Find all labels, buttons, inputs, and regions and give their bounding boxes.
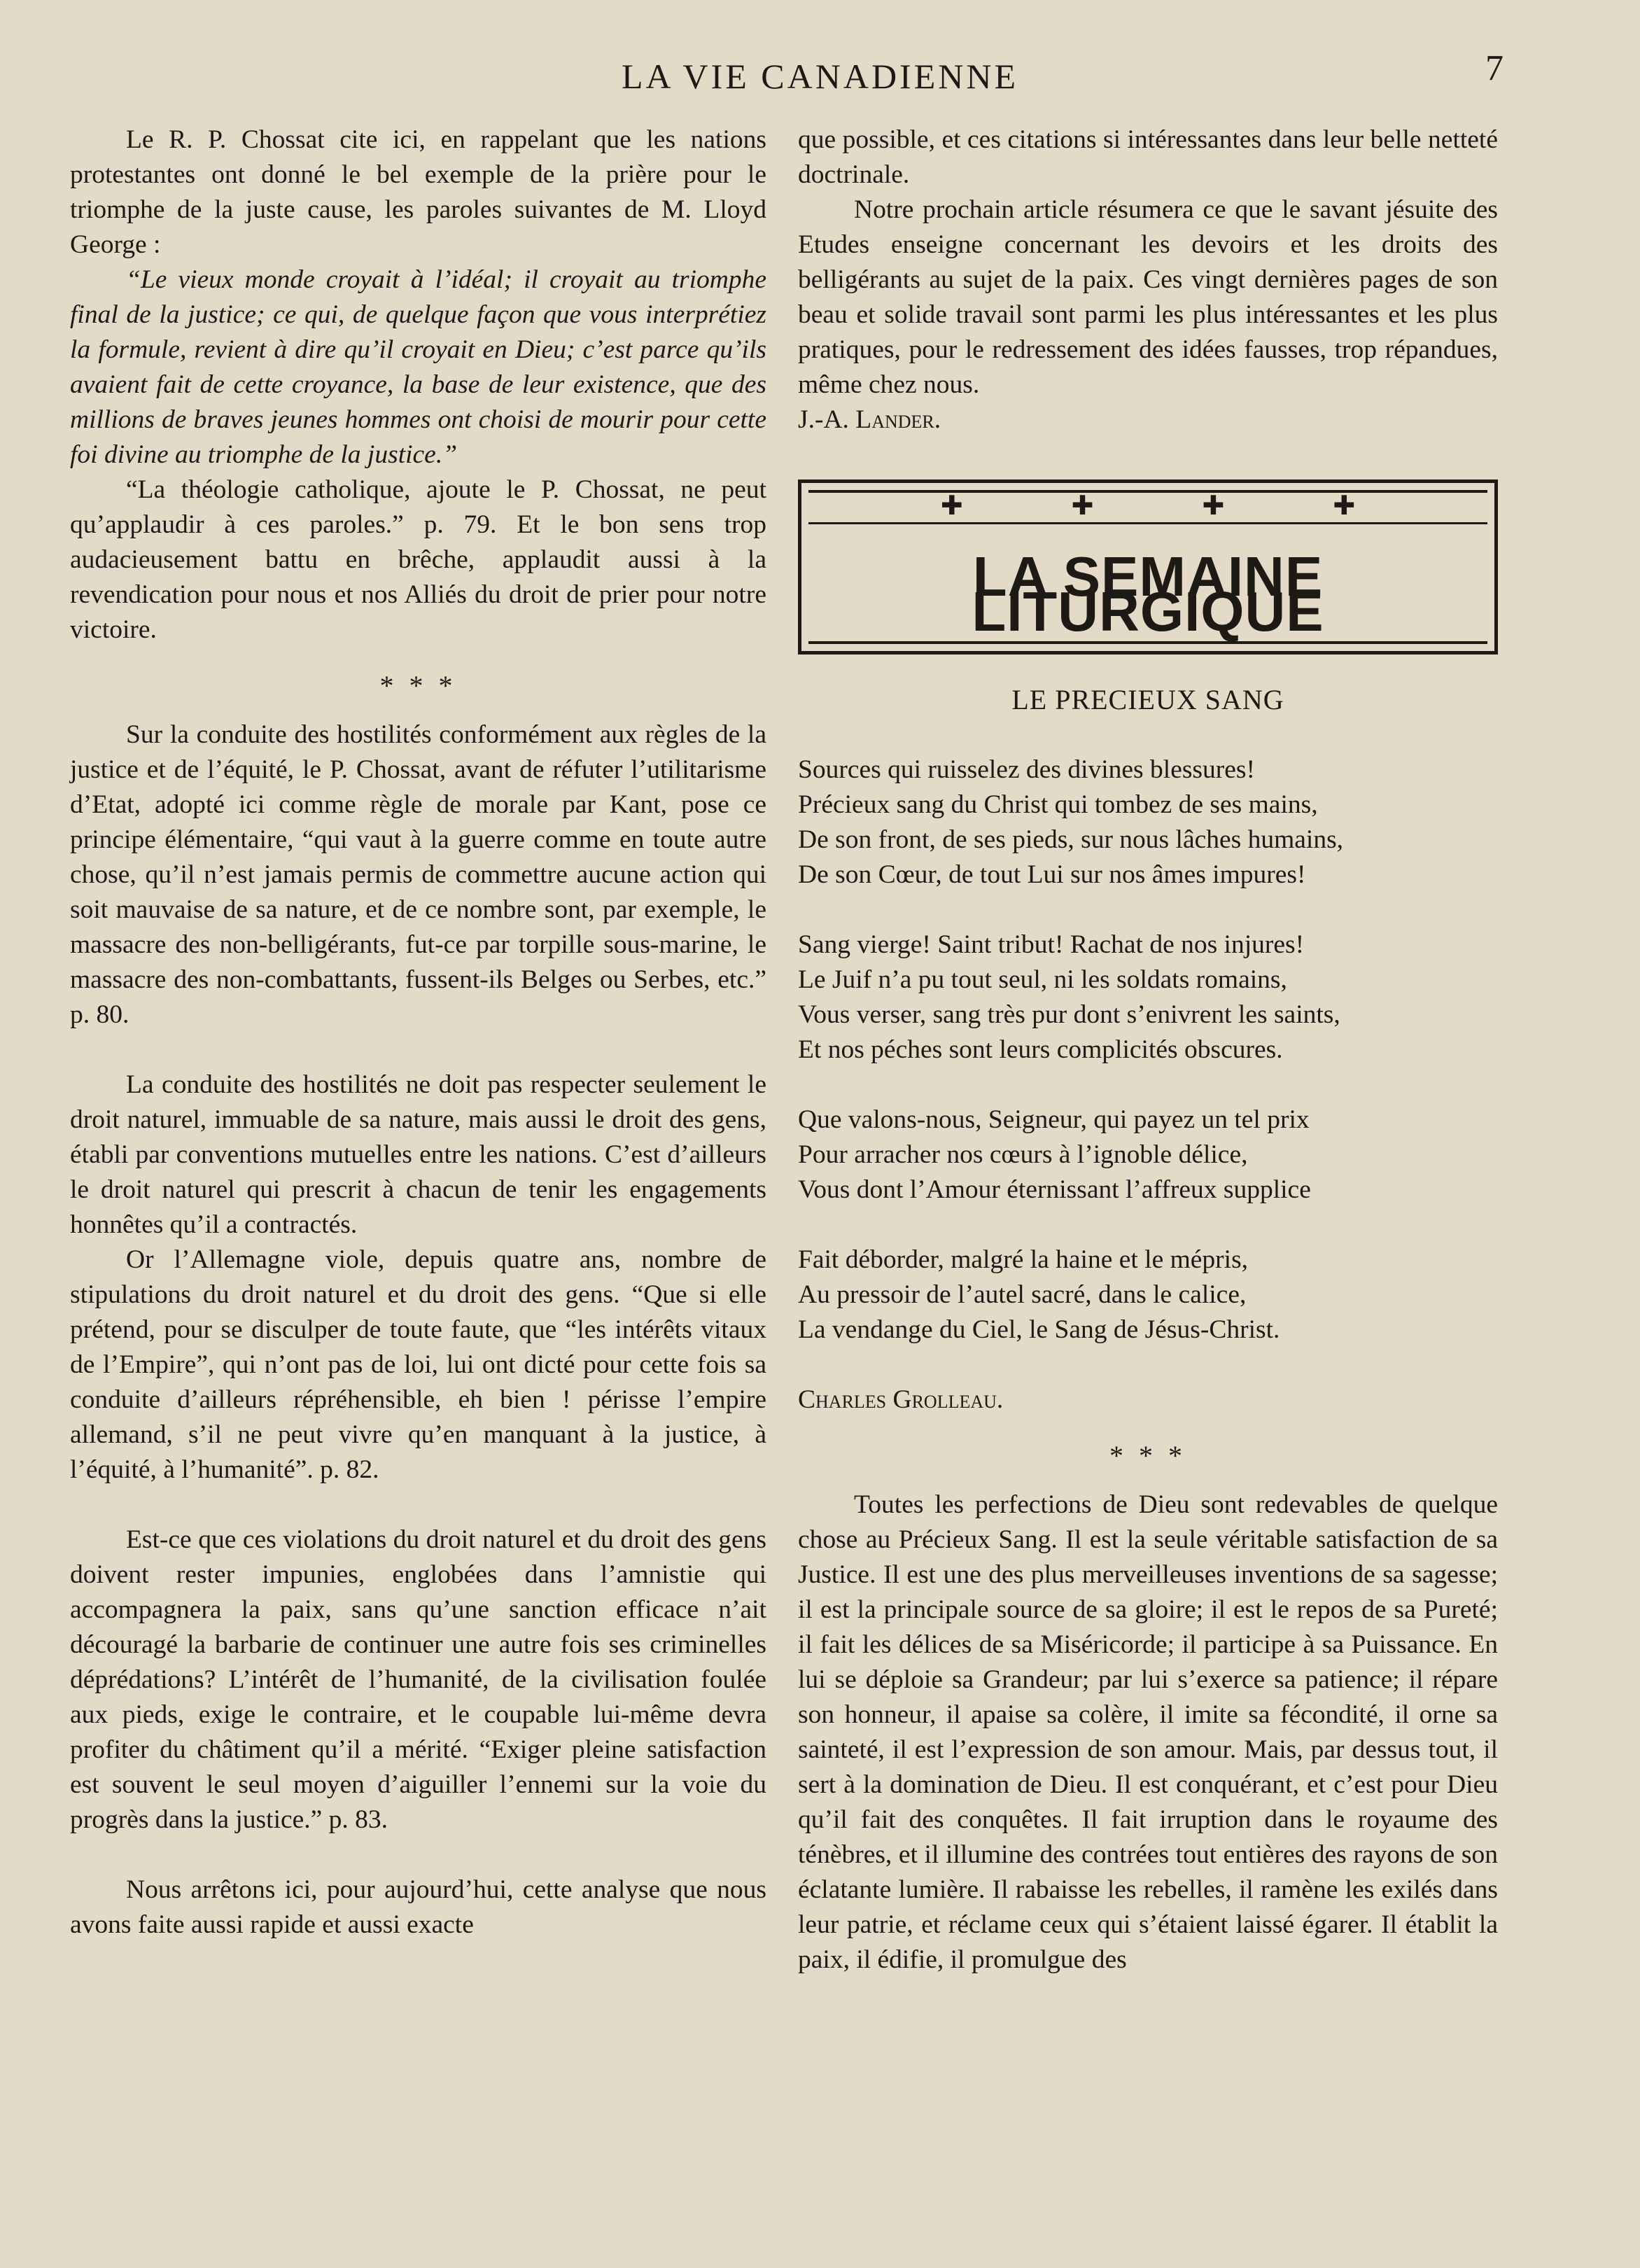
- cross-icon: ✚: [1202, 491, 1225, 521]
- paragraph: Nous arrêtons ici, pour aujourd’hui, cette analyse que nous avons faite aussi rapide et aussi exacte: [70, 1875, 766, 1939]
- cross-icon: ✚: [1333, 491, 1356, 521]
- stanza: [798, 752, 1498, 892]
- paragraph: Est-ce que ces violations du droit naturel et du droit des gens doivent rester impunies, englobées dans l’amnistie qui accompagnera la paix, sans qu’une sanction efficace n’ait découragé la barbarie de continuer une autre fois ses criminelles déprédations? L’intérêt de l’humanité, de la civilisation foulée aux pieds, exige le contraire, et le coupable lui-même devra profiter du châtiment qu’il a mérité. “Exiger pleine satisfaction est souvent le seul moyen d’aiguiller l’ennemi sur la voie du progrès dans la justice.” p. 83.: [70, 1525, 766, 1834]
- verse-line: De son front, de ses pieds, sur nous lâches humains,: [798, 825, 1344, 854]
- verse-line: La vendange du Ciel, le Sang de Jésus-Christ.: [798, 1315, 1280, 1344]
- stanza: [798, 927, 1498, 1068]
- paragraph: La conduite des hostilités ne doit pas respecter seulement le droit naturel, immuable de sa nature, mais aussi le droit des gens, établi par conventions mutuelles entre les nations. C’est d’ailleurs le droit naturel qui prescrit à chacun de tenir les engagements honnêtes qu’il a contractés.: [70, 1070, 766, 1239]
- verse-line: Au pressoir de l’autel sacré, dans le calice,: [798, 1280, 1247, 1309]
- poet-signature: Charles Grolleau.: [798, 1385, 1004, 1414]
- verse-line: Le Juif n’a pu tout seul, ni les soldats romains,: [798, 965, 1287, 994]
- paragraph: Or l’Allemagne viole, depuis quatre ans, nombre de stipulations du droit naturel et du droit des gens. “Que si elle prétend, pour se disculper de toute faute, que “les intérêts vitaux de l’Empire”, qui n’ont pas de loi, lui ont dicté pour cette fois sa conduite d’ailleurs répréhensible, eh bien ! périsse l’empire allemand, s’il ne peut vivre qu’en manquant à la justice, à l’équité, à l’humanité”. p. 82.: [70, 1245, 766, 1484]
- section-title: LA SEMAINE LITURGIQUE: [972, 545, 1324, 643]
- stanza: [798, 1102, 1498, 1208]
- verse-line: Que valons-nous, Seigneur, qui payez un tel prix: [798, 1105, 1310, 1134]
- running-title: LA VIE CANADIENNE: [621, 57, 1019, 96]
- paragraph: “La théologie catholique, ajoute le P. Chossat, ne peut qu’applaudir à ces paroles.” p. 79. Et le bon sens trop audacieusement battu en brêche, applaudit aussi à la revendication pour nous et nos Alliés du droit de prier pour notre victoire.: [70, 475, 766, 644]
- verse-line: Sources qui ruisselez des divines blessures!: [798, 755, 1255, 784]
- left-column: [70, 122, 766, 1942]
- poem: [798, 752, 1498, 1348]
- verse-line: Pour arracher nos cœurs à l’ignoble délice,: [798, 1140, 1248, 1169]
- verse-line: Fait déborder, malgré la haine et le mépris,: [798, 1245, 1249, 1274]
- paragraph: Toutes les perfections de Dieu sont redevables de quelque chose au Précieux Sang. Il est la seule véritable satisfaction de sa Justice. Il est une des plus merveilleuses inventions de sa sagesse; il est la principale source de sa gloire; il est le repos de sa Pureté; il fait les délices de sa Miséricorde; il participe à sa Puissance. En lui se déploie sa Grandeur; par lui s’exerce sa patience; il répare son honneur, il apaise sa colère, il imite sa fécondité, il orne sa sainteté, il est l’expression de son amour. Mais, par dessus tout, il sert à la domination de Dieu. Il est conquérant, et c’est pour Dieu qu’il fait des conquêtes. Il fait irruption dans le royaume des ténèbres, et il illumine des contrées tout entières des rayons de son éclatante lumière. Il rabaisse les rebelles, il ramène les exilés dans leur patrie, et réclame ceux qui s’étaient laissé égarer. Il établit la paix, il édifie, il promulgue des: [798, 1490, 1498, 1974]
- verse-line: Et nos péches sont leurs complicités obscures.: [798, 1035, 1283, 1064]
- cross-ornaments: [808, 493, 1487, 519]
- verse-line: Précieux sang du Christ qui tombez de ses mains,: [798, 790, 1318, 819]
- verse-line: Vous verser, sang très pur dont s’enivrent les saints,: [798, 1000, 1340, 1029]
- cross-icon: ✚: [1071, 491, 1094, 521]
- paragraph: Notre prochain article résumera ce que le savant jésuite des Etudes enseigne concernant les devoirs et les droits des belligérants au sujet de la paix. Ces vingt dernières pages de son beau et solide travail sont parmi les plus intéressantes et les plus pratiques, pour le redressement des idées fausses, trop répandues, même chez nous.: [798, 195, 1498, 399]
- verse-line: De son Cœur, de tout Lui sur nos âmes impures!: [798, 860, 1306, 889]
- section-separator: * * *: [1109, 1440, 1186, 1471]
- page-number: 7: [1485, 48, 1504, 88]
- paragraph: que possible, et ces citations si intéressantes dans leur belle netteté doctrinale.: [798, 125, 1498, 189]
- verse-line: Sang vierge! Saint tribut! Rachat de nos injures!: [798, 930, 1305, 959]
- poem-title: LE PRECIEUX SANG: [1011, 684, 1284, 715]
- section-separator: * * *: [379, 670, 457, 701]
- paragraph: Sur la conduite des hostilités conformément aux règles de la justice et de l’équité, le P. Chossat, avant de réfuter l’utilitarisme d’Etat, adopté ici comme règle de morale par Kant, pose ce principe élémentaire, “qui vaut à la guerre comme en toute autre chose, qu’il n’est jamais permis de commettre aucune action qui soit mauvaise de sa nature, et de ce nombre sont, par exemple, le massacre des non-belligérants, fut-ce par torpille sous-marine, le massacre des non-combattants, fussent-ils Belges ou Serbes, etc.” p. 80.: [70, 720, 766, 1029]
- cross-icon: ✚: [940, 491, 963, 521]
- verse-line: Vous dont l’Amour éternissant l’affreux supplice: [798, 1175, 1311, 1204]
- stanza: [798, 1242, 1498, 1348]
- section-banner: [798, 479, 1498, 654]
- quote-paragraph: “Le vieux monde croyait à l’idéal; il croyait au triomphe final de la justice; ce qui, de quelque façon que vous interprétiez la formule, revient à dire qu’il croyait en Dieu; c’est parce qu’ils avaient fait de cette croyance, la base de leur existence, que des millions de braves jeunes hommes ont choisi de mourir pour cette foi divine au triomphe de la justice.”: [70, 265, 766, 469]
- paragraph: Le R. P. Chossat cite ici, en rappelant que les nations protestantes ont donné le bel exemple de la prière pour le triomphe de la juste cause, les paroles suivantes de M. Lloyd George :: [70, 125, 766, 259]
- author-signature: J.-A. Lander.: [798, 405, 941, 434]
- right-column: [798, 122, 1498, 1977]
